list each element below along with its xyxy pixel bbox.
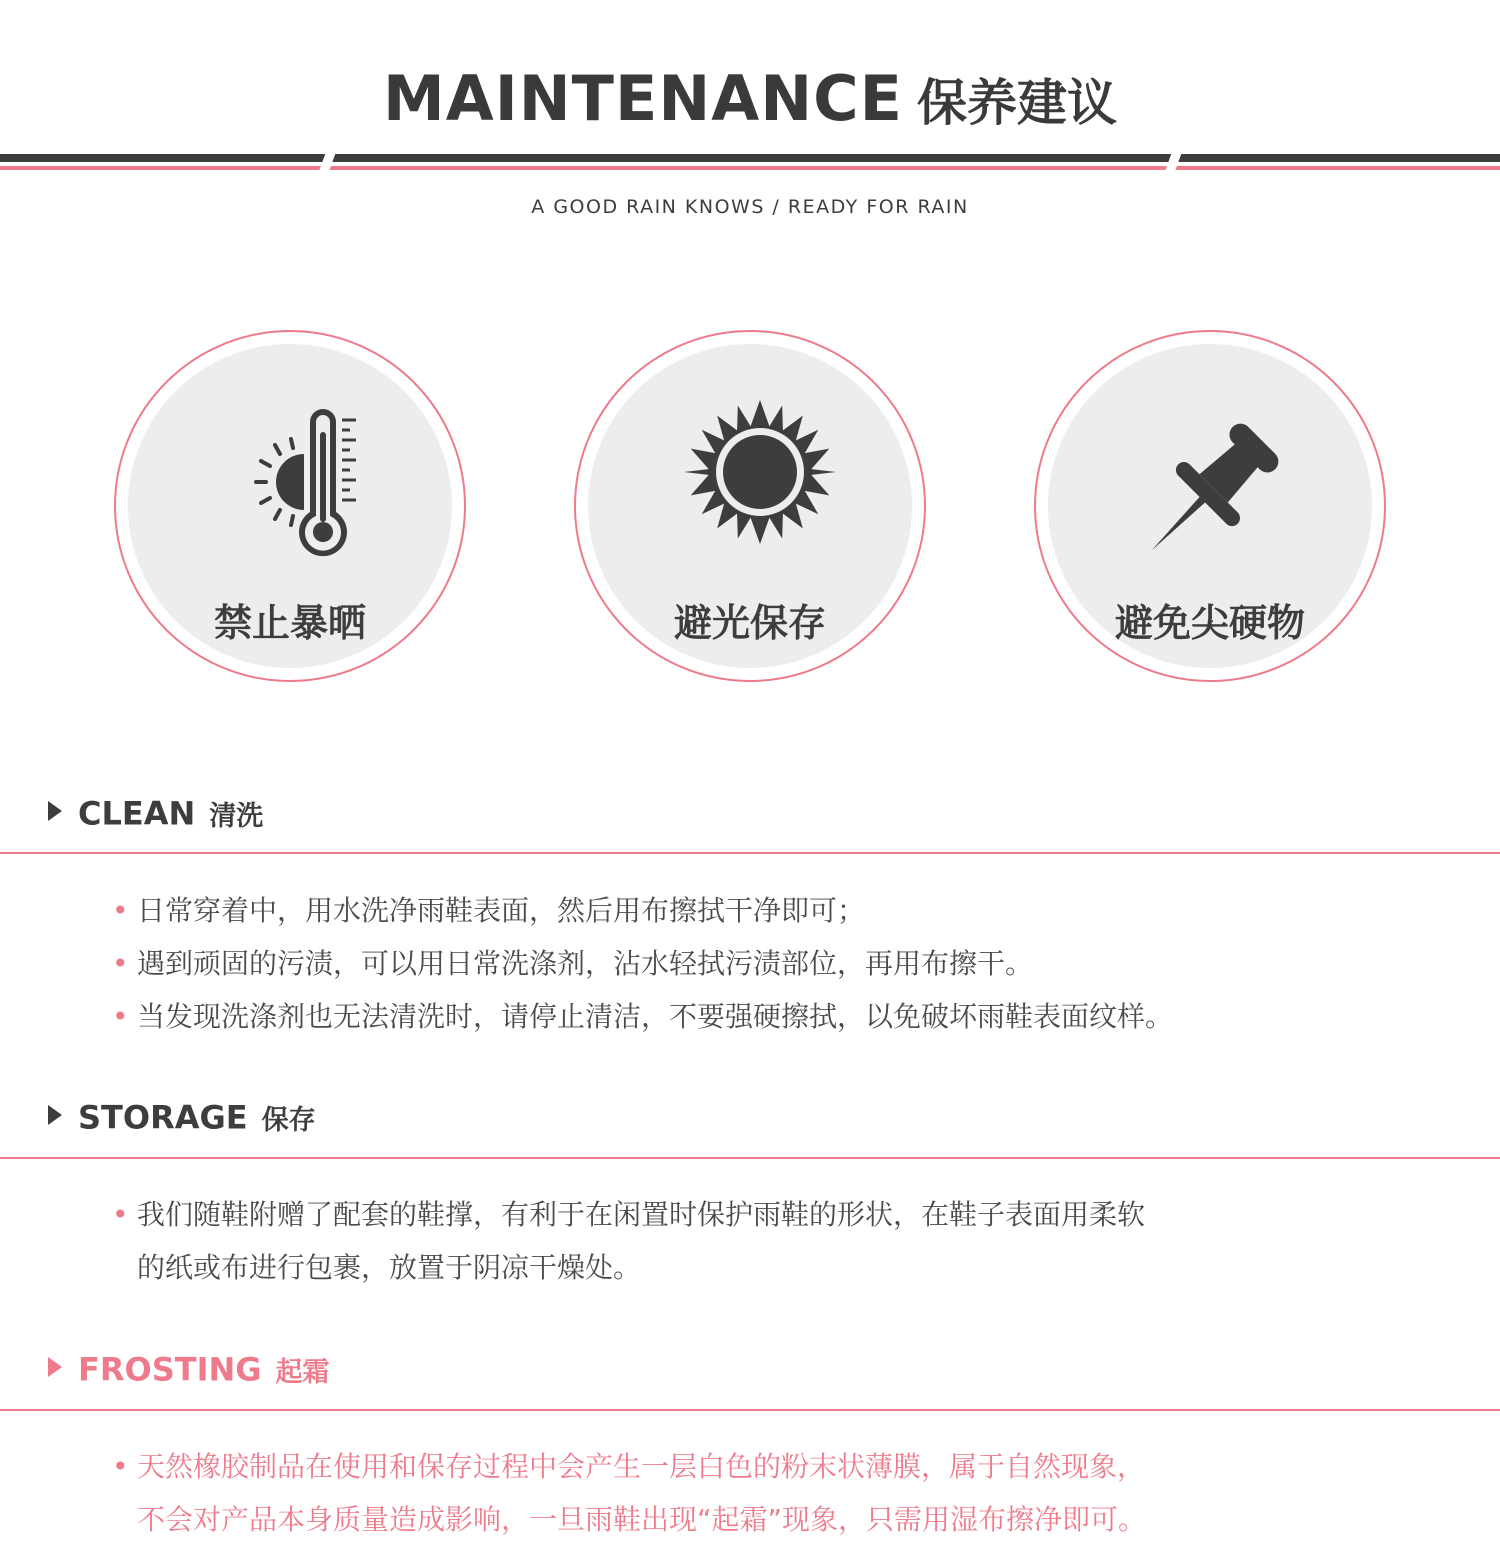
- section-divider: [0, 1157, 1500, 1159]
- section-heading-frosting: [48, 1350, 330, 1389]
- header-divider-pink: [0, 166, 1500, 170]
- section-heading-clean: [48, 794, 263, 833]
- section-title-en: STORAGE: [78, 1098, 248, 1137]
- list-item-text-line1: 我们随鞋附赠了配套的鞋撑，有利于在闲置时保护雨鞋的形状，在鞋子表面用柔软: [137, 1198, 1146, 1231]
- tagline: A GOOD RAIN KNOWS / READY FOR RAIN: [531, 196, 969, 218]
- bullet-dot-icon: •: [112, 1450, 129, 1483]
- list-item-text-line2: 不会对产品本身质量造成影响，一旦雨鞋出现“起霜”现象，只需用湿布擦净即可。: [137, 1503, 1147, 1536]
- badge-keep-from-light: [574, 330, 926, 682]
- badge-label: 避免尖硬物: [1114, 601, 1305, 645]
- list-item-text-line1: 天然橡胶制品在使用和保存过程中会产生一层白色的粉末状薄膜，属于自然现象，: [137, 1450, 1146, 1483]
- triangle-right-icon: [48, 1357, 62, 1377]
- section-divider: [0, 1409, 1500, 1411]
- list-item: [112, 1440, 1412, 1546]
- badge-background: [128, 344, 452, 668]
- bullet-dot-icon: •: [112, 1000, 129, 1033]
- title-english: MAINTENANCE: [383, 62, 903, 135]
- list-item-text: 日常穿着中，用水洗净雨鞋表面，然后用布擦拭干净即可；: [137, 894, 866, 927]
- pushpin-icon: [1140, 392, 1300, 562]
- thermometer-sun-icon: [220, 392, 380, 562]
- badge-no-sun-exposure: [114, 330, 466, 682]
- badge-label: 避光保存: [673, 601, 826, 645]
- section-heading-storage: [48, 1098, 316, 1137]
- badge-background: [1048, 344, 1372, 668]
- title-chinese: 保养建议: [916, 73, 1117, 132]
- section-title-cn: 起霜: [275, 1357, 330, 1388]
- list-item-text: 当发现洗涤剂也无法清洗时，请停止清洁，不要强硬擦拭，以免破坏雨鞋表面纹样。: [137, 1000, 1174, 1033]
- list-item-text: 遇到顽固的污渍，可以用日常洗涤剂，沾水轻拭污渍部位，再用布擦干。: [137, 947, 1034, 980]
- triangle-right-icon: [48, 1105, 62, 1125]
- bullet-dot-icon: •: [112, 894, 129, 927]
- section-title-en: CLEAN: [78, 794, 196, 833]
- triangle-right-icon: [48, 801, 62, 821]
- header-divider-dark: [0, 154, 1500, 162]
- page-title: [0, 62, 1500, 135]
- list-item: [112, 990, 1412, 1043]
- bullet-dot-icon: •: [112, 947, 129, 980]
- badge-label: 禁止暴晒: [213, 601, 366, 645]
- list-item: [112, 937, 1412, 990]
- bullet-dot-icon: •: [112, 1198, 129, 1231]
- badge-avoid-sharp-objects: [1034, 330, 1386, 682]
- sun-icon: [680, 392, 840, 562]
- section-title-cn: 清洗: [209, 801, 264, 832]
- section-divider: [0, 852, 1500, 854]
- badge-background: [588, 344, 912, 668]
- section-title-cn: 保存: [261, 1105, 316, 1136]
- list-item: [112, 884, 1412, 937]
- list-item-text-line2: 的纸或布进行包裹，放置于阴凉干燥处。: [137, 1251, 642, 1284]
- section-title-en: FROSTING: [78, 1350, 262, 1389]
- list-item: [112, 1188, 1412, 1294]
